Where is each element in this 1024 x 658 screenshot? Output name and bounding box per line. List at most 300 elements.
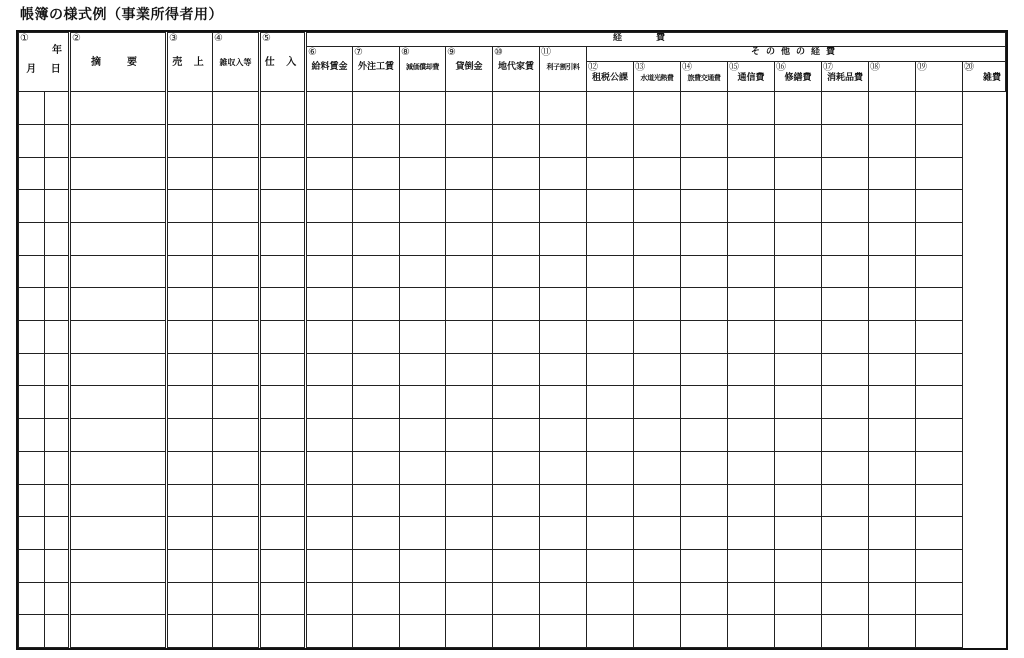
entry-cell[interactable] xyxy=(70,451,167,484)
entry-cell[interactable] xyxy=(775,582,822,615)
entry-cell[interactable] xyxy=(728,223,775,256)
entry-cell[interactable] xyxy=(213,92,260,125)
entry-cell[interactable] xyxy=(634,92,681,125)
entry-cell[interactable] xyxy=(400,353,446,386)
entry-cell[interactable] xyxy=(306,223,353,256)
entry-cell[interactable] xyxy=(634,419,681,452)
entry-cell[interactable] xyxy=(213,190,260,223)
entry-cell[interactable] xyxy=(681,190,728,223)
entry-cell[interactable] xyxy=(70,288,167,321)
entry-cell[interactable] xyxy=(587,615,634,648)
entry-cell[interactable] xyxy=(446,223,493,256)
entry-cell[interactable] xyxy=(213,615,260,648)
entry-cell[interactable] xyxy=(260,484,306,517)
entry-cell[interactable] xyxy=(306,419,353,452)
entry-cell[interactable] xyxy=(446,157,493,190)
entry-cell[interactable] xyxy=(775,190,822,223)
entry-cell[interactable] xyxy=(167,484,213,517)
entry-cell[interactable] xyxy=(869,419,916,452)
entry-cell[interactable] xyxy=(634,157,681,190)
entry-cell[interactable] xyxy=(728,451,775,484)
entry-cell[interactable] xyxy=(540,92,587,125)
entry-cell[interactable] xyxy=(260,321,306,354)
entry-cell[interactable] xyxy=(213,419,260,452)
entry-cell[interactable] xyxy=(728,549,775,582)
entry-cell[interactable] xyxy=(587,255,634,288)
entry-cell[interactable] xyxy=(446,451,493,484)
entry-cell[interactable] xyxy=(70,615,167,648)
entry-cell[interactable] xyxy=(306,157,353,190)
entry-cell[interactable] xyxy=(400,321,446,354)
entry-cell[interactable] xyxy=(167,517,213,550)
entry-cell[interactable] xyxy=(634,124,681,157)
entry-cell[interactable] xyxy=(916,615,963,648)
entry-cell[interactable] xyxy=(353,419,400,452)
entry-cell[interactable] xyxy=(353,517,400,550)
entry-cell[interactable] xyxy=(400,386,446,419)
entry-cell[interactable] xyxy=(681,92,728,125)
entry-cell[interactable] xyxy=(634,223,681,256)
entry-cell[interactable] xyxy=(728,517,775,550)
entry-cell[interactable] xyxy=(306,321,353,354)
entry-cell[interactable] xyxy=(400,288,446,321)
entry-cell[interactable] xyxy=(587,124,634,157)
entry-cell[interactable] xyxy=(681,386,728,419)
entry-cell[interactable] xyxy=(446,124,493,157)
entry-cell[interactable] xyxy=(869,615,916,648)
entry-cell[interactable] xyxy=(822,124,869,157)
entry-cell[interactable] xyxy=(260,353,306,386)
entry-cell[interactable] xyxy=(260,517,306,550)
entry-cell[interactable] xyxy=(19,549,45,582)
entry-cell[interactable] xyxy=(45,92,70,125)
entry-cell[interactable] xyxy=(540,549,587,582)
entry-cell[interactable] xyxy=(167,255,213,288)
entry-cell[interactable] xyxy=(400,451,446,484)
entry-cell[interactable] xyxy=(167,582,213,615)
entry-cell[interactable] xyxy=(822,223,869,256)
entry-cell[interactable] xyxy=(916,517,963,550)
entry-cell[interactable] xyxy=(540,451,587,484)
entry-cell[interactable] xyxy=(916,223,963,256)
entry-cell[interactable] xyxy=(540,223,587,256)
entry-cell[interactable] xyxy=(213,517,260,550)
entry-cell[interactable] xyxy=(822,517,869,550)
entry-cell[interactable] xyxy=(634,353,681,386)
entry-cell[interactable] xyxy=(167,353,213,386)
entry-cell[interactable] xyxy=(634,549,681,582)
entry-cell[interactable] xyxy=(45,255,70,288)
entry-cell[interactable] xyxy=(446,321,493,354)
entry-cell[interactable] xyxy=(306,549,353,582)
entry-cell[interactable] xyxy=(353,255,400,288)
entry-cell[interactable] xyxy=(916,582,963,615)
entry-cell[interactable] xyxy=(260,386,306,419)
entry-cell[interactable] xyxy=(213,451,260,484)
entry-cell[interactable] xyxy=(869,353,916,386)
entry-cell[interactable] xyxy=(167,190,213,223)
entry-cell[interactable] xyxy=(306,484,353,517)
entry-cell[interactable] xyxy=(446,288,493,321)
entry-cell[interactable] xyxy=(260,223,306,256)
entry-cell[interactable] xyxy=(493,223,540,256)
entry-cell[interactable] xyxy=(70,157,167,190)
entry-cell[interactable] xyxy=(634,255,681,288)
entry-cell[interactable] xyxy=(916,353,963,386)
entry-cell[interactable] xyxy=(728,386,775,419)
entry-cell[interactable] xyxy=(869,223,916,256)
entry-cell[interactable] xyxy=(167,549,213,582)
entry-cell[interactable] xyxy=(213,484,260,517)
entry-cell[interactable] xyxy=(634,517,681,550)
entry-cell[interactable] xyxy=(70,582,167,615)
entry-cell[interactable] xyxy=(167,321,213,354)
entry-cell[interactable] xyxy=(19,451,45,484)
entry-cell[interactable] xyxy=(681,419,728,452)
entry-cell[interactable] xyxy=(70,484,167,517)
entry-cell[interactable] xyxy=(213,582,260,615)
entry-cell[interactable] xyxy=(775,386,822,419)
entry-cell[interactable] xyxy=(167,223,213,256)
entry-cell[interactable] xyxy=(916,157,963,190)
entry-cell[interactable] xyxy=(775,419,822,452)
entry-cell[interactable] xyxy=(19,484,45,517)
entry-cell[interactable] xyxy=(400,484,446,517)
entry-cell[interactable] xyxy=(19,353,45,386)
entry-cell[interactable] xyxy=(728,615,775,648)
entry-cell[interactable] xyxy=(493,255,540,288)
entry-cell[interactable] xyxy=(540,484,587,517)
entry-cell[interactable] xyxy=(869,321,916,354)
entry-cell[interactable] xyxy=(869,517,916,550)
entry-cell[interactable] xyxy=(400,223,446,256)
entry-cell[interactable] xyxy=(822,288,869,321)
entry-cell[interactable] xyxy=(728,124,775,157)
entry-cell[interactable] xyxy=(260,157,306,190)
entry-cell[interactable] xyxy=(260,582,306,615)
entry-cell[interactable] xyxy=(260,451,306,484)
entry-cell[interactable] xyxy=(587,451,634,484)
entry-cell[interactable] xyxy=(728,353,775,386)
entry-cell[interactable] xyxy=(45,321,70,354)
entry-cell[interactable] xyxy=(167,386,213,419)
entry-cell[interactable] xyxy=(587,484,634,517)
entry-cell[interactable] xyxy=(213,124,260,157)
entry-cell[interactable] xyxy=(167,288,213,321)
entry-cell[interactable] xyxy=(681,451,728,484)
entry-cell[interactable] xyxy=(916,190,963,223)
entry-cell[interactable] xyxy=(869,124,916,157)
entry-cell[interactable] xyxy=(634,484,681,517)
entry-cell[interactable] xyxy=(446,255,493,288)
entry-cell[interactable] xyxy=(540,615,587,648)
entry-cell[interactable] xyxy=(446,549,493,582)
entry-cell[interactable] xyxy=(45,484,70,517)
entry-cell[interactable] xyxy=(775,321,822,354)
entry-cell[interactable] xyxy=(353,288,400,321)
entry-cell[interactable] xyxy=(728,255,775,288)
entry-cell[interactable] xyxy=(45,124,70,157)
entry-cell[interactable] xyxy=(540,517,587,550)
entry-cell[interactable] xyxy=(916,386,963,419)
entry-cell[interactable] xyxy=(869,451,916,484)
entry-cell[interactable] xyxy=(775,484,822,517)
entry-cell[interactable] xyxy=(822,353,869,386)
entry-cell[interactable] xyxy=(822,321,869,354)
entry-cell[interactable] xyxy=(45,549,70,582)
entry-cell[interactable] xyxy=(822,615,869,648)
entry-cell[interactable] xyxy=(822,582,869,615)
entry-cell[interactable] xyxy=(260,288,306,321)
entry-cell[interactable] xyxy=(869,386,916,419)
entry-cell[interactable] xyxy=(45,386,70,419)
entry-cell[interactable] xyxy=(681,549,728,582)
entry-cell[interactable] xyxy=(681,157,728,190)
entry-cell[interactable] xyxy=(728,419,775,452)
entry-cell[interactable] xyxy=(587,419,634,452)
entry-cell[interactable] xyxy=(540,288,587,321)
entry-cell[interactable] xyxy=(775,288,822,321)
entry-cell[interactable] xyxy=(306,288,353,321)
entry-cell[interactable] xyxy=(353,124,400,157)
entry-cell[interactable] xyxy=(493,190,540,223)
entry-cell[interactable] xyxy=(213,321,260,354)
entry-cell[interactable] xyxy=(493,124,540,157)
entry-cell[interactable] xyxy=(45,288,70,321)
entry-cell[interactable] xyxy=(869,288,916,321)
entry-cell[interactable] xyxy=(869,255,916,288)
entry-cell[interactable] xyxy=(353,451,400,484)
entry-cell[interactable] xyxy=(70,549,167,582)
entry-cell[interactable] xyxy=(19,615,45,648)
entry-cell[interactable] xyxy=(540,353,587,386)
entry-cell[interactable] xyxy=(45,582,70,615)
entry-cell[interactable] xyxy=(353,549,400,582)
entry-cell[interactable] xyxy=(681,484,728,517)
entry-cell[interactable] xyxy=(19,124,45,157)
entry-cell[interactable] xyxy=(70,92,167,125)
entry-cell[interactable] xyxy=(822,484,869,517)
entry-cell[interactable] xyxy=(45,223,70,256)
entry-cell[interactable] xyxy=(260,92,306,125)
entry-cell[interactable] xyxy=(400,582,446,615)
entry-cell[interactable] xyxy=(213,353,260,386)
entry-cell[interactable] xyxy=(493,484,540,517)
entry-cell[interactable] xyxy=(822,451,869,484)
entry-cell[interactable] xyxy=(681,255,728,288)
entry-cell[interactable] xyxy=(213,223,260,256)
entry-cell[interactable] xyxy=(306,517,353,550)
entry-cell[interactable] xyxy=(587,92,634,125)
entry-cell[interactable] xyxy=(775,517,822,550)
entry-cell[interactable] xyxy=(775,353,822,386)
entry-cell[interactable] xyxy=(19,255,45,288)
entry-cell[interactable] xyxy=(634,386,681,419)
entry-cell[interactable] xyxy=(869,190,916,223)
entry-cell[interactable] xyxy=(446,92,493,125)
entry-cell[interactable] xyxy=(728,288,775,321)
entry-cell[interactable] xyxy=(400,92,446,125)
entry-cell[interactable] xyxy=(869,92,916,125)
entry-cell[interactable] xyxy=(634,451,681,484)
entry-cell[interactable] xyxy=(306,386,353,419)
entry-cell[interactable] xyxy=(306,353,353,386)
entry-cell[interactable] xyxy=(400,549,446,582)
entry-cell[interactable] xyxy=(306,124,353,157)
entry-cell[interactable] xyxy=(916,484,963,517)
entry-cell[interactable] xyxy=(728,190,775,223)
entry-cell[interactable] xyxy=(493,582,540,615)
entry-cell[interactable] xyxy=(70,386,167,419)
entry-cell[interactable] xyxy=(70,223,167,256)
entry-cell[interactable] xyxy=(353,190,400,223)
entry-cell[interactable] xyxy=(493,321,540,354)
entry-cell[interactable] xyxy=(45,615,70,648)
entry-cell[interactable] xyxy=(19,288,45,321)
entry-cell[interactable] xyxy=(634,321,681,354)
entry-cell[interactable] xyxy=(260,419,306,452)
entry-cell[interactable] xyxy=(353,386,400,419)
entry-cell[interactable] xyxy=(70,353,167,386)
entry-cell[interactable] xyxy=(775,124,822,157)
entry-cell[interactable] xyxy=(775,92,822,125)
entry-cell[interactable] xyxy=(70,255,167,288)
entry-cell[interactable] xyxy=(167,615,213,648)
entry-cell[interactable] xyxy=(353,582,400,615)
entry-cell[interactable] xyxy=(587,321,634,354)
entry-cell[interactable] xyxy=(70,321,167,354)
entry-cell[interactable] xyxy=(681,582,728,615)
entry-cell[interactable] xyxy=(19,517,45,550)
entry-cell[interactable] xyxy=(213,549,260,582)
entry-cell[interactable] xyxy=(306,451,353,484)
entry-cell[interactable] xyxy=(493,157,540,190)
entry-cell[interactable] xyxy=(446,353,493,386)
entry-cell[interactable] xyxy=(70,190,167,223)
entry-cell[interactable] xyxy=(400,255,446,288)
entry-cell[interactable] xyxy=(19,582,45,615)
entry-cell[interactable] xyxy=(916,451,963,484)
entry-cell[interactable] xyxy=(869,484,916,517)
entry-cell[interactable] xyxy=(400,615,446,648)
entry-cell[interactable] xyxy=(493,451,540,484)
entry-cell[interactable] xyxy=(70,124,167,157)
entry-cell[interactable] xyxy=(634,190,681,223)
entry-cell[interactable] xyxy=(446,190,493,223)
entry-cell[interactable] xyxy=(446,582,493,615)
entry-cell[interactable] xyxy=(681,321,728,354)
entry-cell[interactable] xyxy=(493,386,540,419)
entry-cell[interactable] xyxy=(822,190,869,223)
entry-cell[interactable] xyxy=(70,419,167,452)
entry-cell[interactable] xyxy=(587,190,634,223)
entry-cell[interactable] xyxy=(540,321,587,354)
entry-cell[interactable] xyxy=(45,157,70,190)
entry-cell[interactable] xyxy=(493,92,540,125)
entry-cell[interactable] xyxy=(681,288,728,321)
entry-cell[interactable] xyxy=(587,386,634,419)
entry-cell[interactable] xyxy=(493,549,540,582)
entry-cell[interactable] xyxy=(681,223,728,256)
entry-cell[interactable] xyxy=(681,615,728,648)
entry-cell[interactable] xyxy=(916,419,963,452)
entry-cell[interactable] xyxy=(353,484,400,517)
entry-cell[interactable] xyxy=(353,353,400,386)
entry-cell[interactable] xyxy=(916,255,963,288)
entry-cell[interactable] xyxy=(167,92,213,125)
entry-cell[interactable] xyxy=(167,157,213,190)
entry-cell[interactable] xyxy=(916,124,963,157)
entry-cell[interactable] xyxy=(822,255,869,288)
entry-cell[interactable] xyxy=(45,451,70,484)
entry-cell[interactable] xyxy=(869,582,916,615)
entry-cell[interactable] xyxy=(353,92,400,125)
entry-cell[interactable] xyxy=(353,321,400,354)
entry-cell[interactable] xyxy=(587,517,634,550)
entry-cell[interactable] xyxy=(775,157,822,190)
entry-cell[interactable] xyxy=(260,255,306,288)
entry-cell[interactable] xyxy=(822,92,869,125)
entry-cell[interactable] xyxy=(587,582,634,615)
entry-cell[interactable] xyxy=(822,386,869,419)
entry-cell[interactable] xyxy=(728,321,775,354)
entry-cell[interactable] xyxy=(728,92,775,125)
entry-cell[interactable] xyxy=(19,190,45,223)
entry-cell[interactable] xyxy=(681,124,728,157)
entry-cell[interactable] xyxy=(728,582,775,615)
entry-cell[interactable] xyxy=(916,549,963,582)
entry-cell[interactable] xyxy=(260,549,306,582)
entry-cell[interactable] xyxy=(400,517,446,550)
entry-cell[interactable] xyxy=(45,190,70,223)
entry-cell[interactable] xyxy=(213,386,260,419)
entry-cell[interactable] xyxy=(493,353,540,386)
entry-cell[interactable] xyxy=(587,353,634,386)
entry-cell[interactable] xyxy=(822,419,869,452)
entry-cell[interactable] xyxy=(167,419,213,452)
entry-cell[interactable] xyxy=(306,190,353,223)
entry-cell[interactable] xyxy=(167,451,213,484)
entry-cell[interactable] xyxy=(45,419,70,452)
entry-cell[interactable] xyxy=(353,157,400,190)
entry-cell[interactable] xyxy=(775,451,822,484)
entry-cell[interactable] xyxy=(916,288,963,321)
entry-cell[interactable] xyxy=(775,549,822,582)
entry-cell[interactable] xyxy=(70,517,167,550)
entry-cell[interactable] xyxy=(45,517,70,550)
entry-cell[interactable] xyxy=(634,582,681,615)
entry-cell[interactable] xyxy=(681,517,728,550)
entry-cell[interactable] xyxy=(587,549,634,582)
entry-cell[interactable] xyxy=(45,353,70,386)
entry-cell[interactable] xyxy=(213,255,260,288)
entry-cell[interactable] xyxy=(540,419,587,452)
entry-cell[interactable] xyxy=(775,255,822,288)
entry-cell[interactable] xyxy=(916,92,963,125)
entry-cell[interactable] xyxy=(540,386,587,419)
entry-cell[interactable] xyxy=(634,288,681,321)
entry-cell[interactable] xyxy=(19,157,45,190)
entry-cell[interactable] xyxy=(869,549,916,582)
entry-cell[interactable] xyxy=(213,157,260,190)
entry-cell[interactable] xyxy=(19,419,45,452)
entry-cell[interactable] xyxy=(306,92,353,125)
entry-cell[interactable] xyxy=(19,223,45,256)
entry-cell[interactable] xyxy=(728,157,775,190)
entry-cell[interactable] xyxy=(306,615,353,648)
entry-cell[interactable] xyxy=(400,124,446,157)
entry-cell[interactable] xyxy=(916,321,963,354)
